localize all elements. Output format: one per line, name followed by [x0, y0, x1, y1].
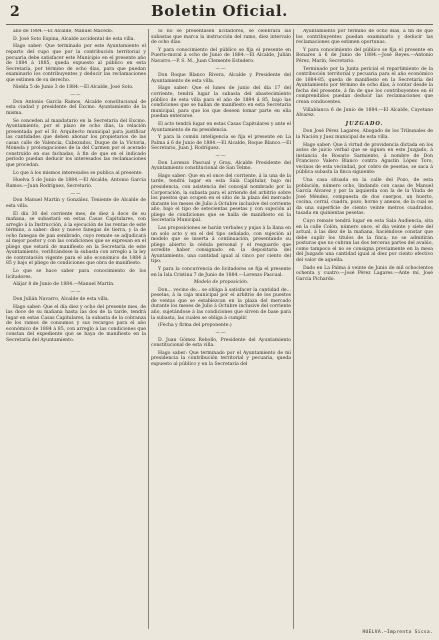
paragraph: Don Lorenzo Pascual y Grau, Alcalde Presidente del Ayuntamiento constitucional de San Telmo. [151, 160, 291, 172]
paragraph: Las proposiciones se harán verbales y pujas á la llana en un solo acto y en el del tipo señalado, con sujeción al modelo que se inserta á continuación, presentando su pliego abierto la cédula personal y el resguardo que acredite haber consignado en la depositaria del Ayuntamiento, una cantidad igual al cinco por ciento del tipo. [151, 226, 291, 265]
column-1 [6, 29, 146, 631]
paragraph: Cuyo remate tendrá lugar en esta Sala Audiencia, sita en la calle Colón, número once, el día veinte y siete del actual, á las diez de la mañana, haciéndose constar que debe suplir los títulos de la finca; no se admitirán posturas que no cubran las dos terceras partes del avalúo, como tampoco el no se consigna previamente en la mesa del Juzgado una cantidad igual al diez por ciento efectivo del valor de aquella. [296, 219, 433, 263]
paragraph: D. José Soto Espina, Alcalde accidental de esta villa. [13, 36, 135, 42]
subheading: Modelo de proposición. [193, 280, 249, 286]
paragraph: Y para conocimiento del público se fija el presente en Bonares á 6 de Junio de 1884.—José Reyes.—Antonio Pérez, Marín, Secretario. [296, 47, 433, 64]
separator: —— [70, 191, 82, 197]
paragraph: (Fecha y firma del proponente.) [158, 323, 232, 329]
paragraph: Huelva 5 de Junio de 1884.—El Alcalde, Antonio García Ramos.—Juan Rodríguez, Secretario. [6, 178, 146, 189]
paragraph: Hago saber: Que el lunes de junio del día 17 del corriente, tendrá lugar la subasta del abastecimiento público de esta villa para el año de 1884 á 85, bajo las condiciones que se hallan de manifiesto en esta Secretaría municipal, para que los que deseen tomar parte en ella puedan enterarse. [151, 86, 291, 120]
paragraph: Lo que á los mismos interesados se publica al presente. [13, 170, 143, 176]
column-divider-1 [148, 29, 149, 629]
paragraph: El día 30 del corriente mes, de diez á doce de su mañana, se subastará en estas Casas Capitulares, con arreglo á la Instrucción, á la ejecución de las rentas de este término, a saber: diez y nueve fanegas de tierra, y la de ocho fanegas de pan sembrado, cuyo remate se adjudicará al mejor postor y con las condiciones que se expresan en el pliego que estará de manifiesto en la Secretaría de este Ayuntamiento, verificándose la subasta con arreglo a la ley de contratación vigente para el año económico de 1884 á 85 y bajo el pliego de condiciones que obra de manifiesto. [6, 211, 146, 267]
column-divider-2 [293, 29, 294, 629]
paragraph: Don Manuel Martín y González, Teniente de Alcalde de esta villa. [6, 198, 146, 209]
paragraph: Hago saber: Que el día diez y ocho del presente mes, de las doce de su mañana hasta las dos de la tarde, tendrá lugar en estas Casas Capitulares, la subasta de la cobranza de los ramos de consumos y sus recargos para el año económico de 1884 á 85, con arreglo á las condiciones que constan del expediente que se haya de manifiesto en la Secretaría del Ayuntamiento. [6, 304, 146, 343]
paragraph: año de 1884.—El Alcalde, Manuel Macedo. [13, 29, 114, 34]
header-rule [6, 24, 433, 25]
paragraph: Una casa situada en la calle del Pozo, de esta población, número ocho, lindando con casas de Manuel García Álvarez y por la izquierda con la de la Viuda de José Méndez, compuesta de dos cuerpos, un huerto, cocina, corral, cuadra, pozo, horno y anexos, de la cual se da una superficie de ciento veinte metros cuadrados, tasada en quinientas pesetas. [296, 178, 433, 217]
separator: —— [70, 290, 82, 296]
paragraph: Lo que se hace saber para conocimiento de los licitadores. [6, 269, 146, 280]
paragraph: Y para la concurrencia de licitadores se fija el presente en la Isla Cristina 7 de Junio de 1884.—Lorenzo Pascual. [151, 267, 291, 278]
paragraph: Alájar 8 de Junio de 1884.—Manuel Martín. [13, 282, 115, 288]
publication-title: Boletin Oficial. [151, 2, 288, 20]
page-number: 2 [10, 4, 21, 20]
separator: —— [70, 93, 82, 99]
column-2 [151, 29, 291, 631]
paragraph: D. Juan Gómez Rebollo, Presidente del Ayuntamiento constitucional de esta villa. [151, 337, 291, 349]
paragraph: Hago saber: Que terminado por este Ayuntamiento el reparto del cupo que por la contribución territorial y pecuaria debe satisfacer este Municipio en el presente año de 1884 á 1885, queda expuesto al público en esta Secretaría, por término de ocho días, para que puedan examinarlo los contribuyentes y deducir las reclamaciones que estimen de su derecho. [6, 44, 146, 83]
paragraph: Don Julián Navarro, Alcalde de esta villa. [13, 296, 110, 302]
paragraph: Hago saber: Que en el once del corriente, á la una de la tarde, tendrá lugar en esta Sala Capitular, bajo mi presidencia, con asistencia del concejal nombrado por la Corporación, la subasta para el arriendo del arbitrio sobre los puestos que ocupen en el sitio de la plaza del mercado durante los meses de Julio á Octubre inclusive del corriente año, bajo el tipo de setecientas pesetas y con sujeción al pliego de condiciones que se halla de manifiesto en la Secretaría Municipal. [151, 173, 291, 224]
paragraph: Y para conocimiento del público se fija el presente en Puerto-moral á ocho de Junio de 1884.—El Alcalde, Julián Navarro.—P. S. M., Juan Clemente Estudero. [151, 47, 291, 64]
page-header [0, 0, 439, 24]
paragraph: Villablanca 6 de Junio de 1884.—El Alcalde, Cayetano Álvarez. [296, 107, 433, 119]
printer-imprint: HUELVA.—Imprenta Sicsa. [362, 630, 433, 635]
paragraph: Don... vecino de... se obliga á satisfacer la cantidad de... pesetas, á la caja municipal por el arbitrio de los puestos de ventas que se establezcan en la plaza del mercado durante los meses de Julio á Octubre inclusive del corriente año, sujetándose á las condiciones que sirven de base para la subasta, las cuales se obliga á cumplir. [151, 287, 291, 321]
paragraph: Dado en La Palma á veinte de Junio de mil ochocientos ochenta y cuatro.—José Pérez Lagares.—Ante mí, José García Pichardo. [296, 265, 433, 282]
separator: —— [215, 66, 227, 72]
paragraph: Si no se presentasen licitadores, se celebrará las subastas que marca la instrucción del ramo, diez intervalo de ocho días. [151, 29, 291, 46]
paragraph: Hago saber: Que terminado por el Ayuntamiento de mi presidencia la contribución territorial y pecuaria, queda expuesto al público y en la Secretaría del [151, 350, 291, 367]
paragraph: Niebla 5 de Junio 3 de 1884.—El Alcalde, José Soto. [13, 85, 134, 91]
separator: —— [215, 154, 227, 160]
separator: —— [215, 331, 227, 337]
section-heading: JUZGADO. [345, 120, 384, 127]
paragraph: Se conceden al mandatario en la Secretaría del Excmo. Ayuntamiento, por el plazo de ocho días, la relación presentada por el Sr. Arquitecto municipal para justificar las cantidades que deben abonar los propietarios de las casas calle de Valencia, Cabezudos, Duque de la Victoria, Moneda y prolongaciones de la del Carmen por el acerado construido en sus fachadas, á fin de que en el indicado período puedan deducir los interesados las reclamaciones que procedan. [6, 118, 146, 168]
paragraph: Don Antonio García Ramos, Alcalde constitucional de esta ciudad y presidente del Excmo. Ayuntamiento de la misma. [6, 99, 146, 116]
paragraph: Don José Pérez Lagares, Abogado de los Tribunales de la Nación y Juez municipal de esta villa. [296, 129, 433, 140]
paragraph: Y para la común inteligencia se fija el presente en La Palma á 6 de Junio de 1884.—El Alcalde, Roque Blanco.—El Secretario, Juan J. Rodríguez. [151, 135, 291, 152]
paragraph: El acto tendrá lugar en estas Casas Capitulares y ante el Ayuntamiento de mi presidencia. [151, 121, 291, 133]
paragraph: Terminado por la Junta pericial el repartimiento de la contribución territorial y pecuaria para el año económico de 1884-85, queda de manifiesto en la Secretaría del Ayuntamiento por término de ocho días, á contar desde la fecha del presente, á fin de que los contribuyentes en él comprendidos puedan deducir las reclamaciones que crean conducentes. [296, 66, 433, 105]
paragraph: Don Roque Blanco Rivera, Alcalde y Presidente del Ayuntamiento de esta villa. [151, 73, 291, 84]
column-3 [296, 29, 433, 631]
paragraph: Hago saber: Que á virtud de providencia dictada en los autos de juicio verbal que se siguen en este Juzgado, á instancia de Rosario Sarmiento, á nombre de Don Francisco Valero Blanco contra Agustín López Toro, vecinos de esta vecindad, por cobro de pesetas, se saca á pública subasta la finca siguiente: [296, 142, 433, 176]
paragraph: Ayuntamiento por término de ocho días, á fin de que los contribuyentes puedan examinarlo y deducir las reclamaciones que estimen oportunas. [296, 29, 433, 46]
